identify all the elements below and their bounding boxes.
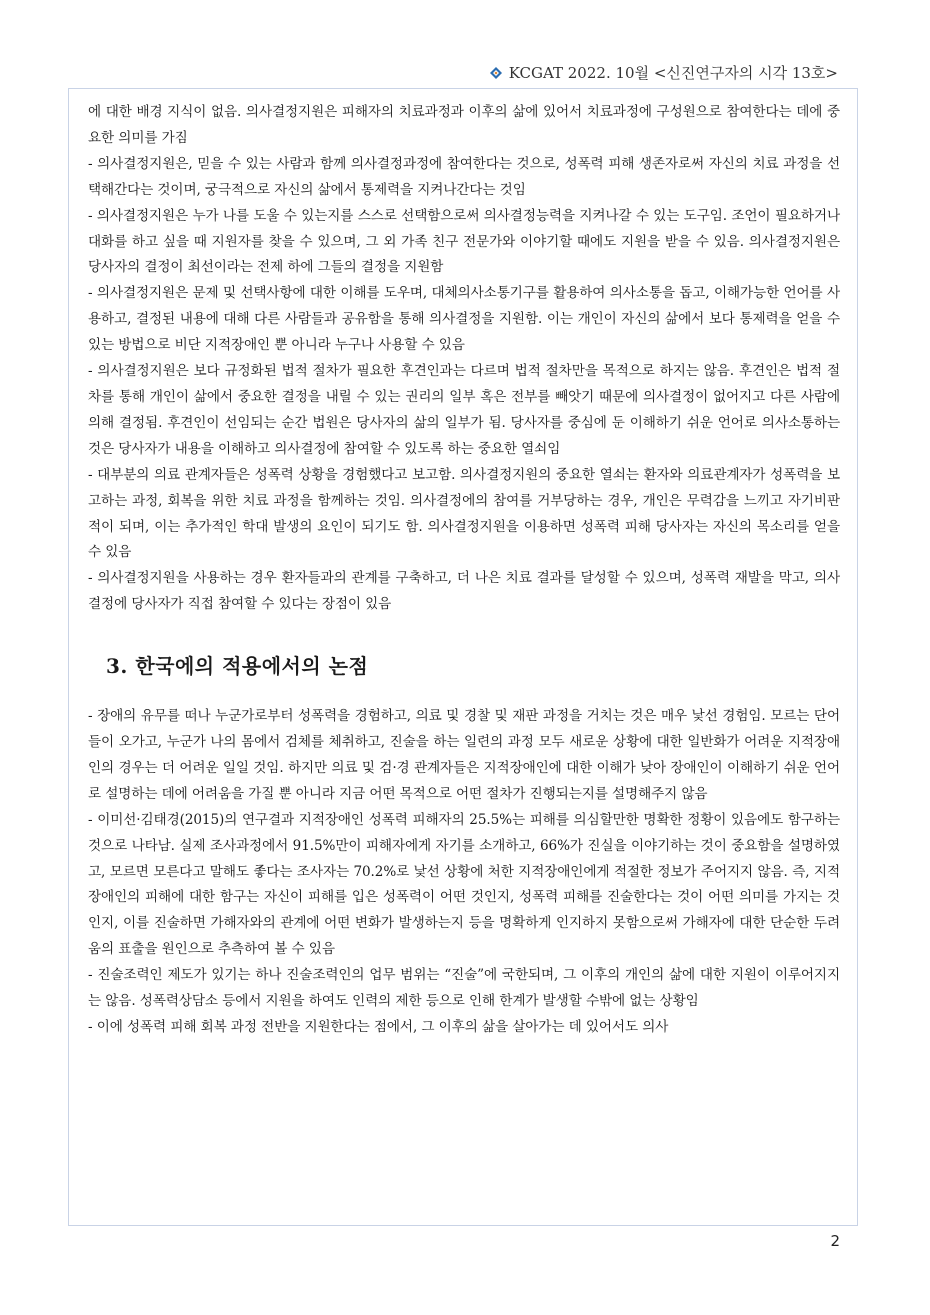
paragraph: - 의사결정지원은 보다 규정화된 법적 절차가 필요한 후견인과는 다르며 법적 절차만을 목적으로 하지는 않음. 후견인은 법적 절차를 통해 개인이 삶에서 중요한 결정을 내릴 수 있는 권리의 일부 혹은 전부를 빼앗기 때문에 의사결정이 없어지고 다른 사람에 의해 결정됨. 후견인이 선임되는 순간 법원은 당사자의 삶의 일부가 됨. 당사자를 중심에 둔 이해하기 쉬운 언어로 의사소통하는 것은 당사자가 내용을 이해하고 의사결정에 참여할 수 있도록 하는 중요한 열쇠임 [88,363,840,457]
paragraph: - 의사결정지원은 누가 나를 도울 수 있는지를 스스로 선택함으로써 의사결정능력을 지켜나갈 수 있는 도구임. 조언이 필요하거나 대화를 하고 싶을 때 지원자를 찾을 수 있으며, 그 외 가족 친구 전문가와 이야기할 때에도 지원을 받을 수 있음. 의사결정지원은 당사자의 결정이 최선이라는 전제 하에 그들의 결정을 지원함 [88,207,840,276]
paragraph: - 이에 성폭력 피해 회복 과정 전반을 지원한다는 점에서, 그 이후의 삶을 살아가는 데 있어서도 의사 [88,1019,669,1035]
paragraph: - 의사결정지원을 사용하는 경우 환자들과의 관계를 구축하고, 더 나은 치료 결과를 달성할 수 있으며, 성폭력 재발을 막고, 의사결정에 당사자가 직접 참여할 수 있다는 장점이 있음 [88,570,840,613]
document-body [88,100,840,1041]
paragraph: - 의사결정지원은 문제 및 선택사항에 대한 이해를 도우며, 대체의사소통기구를 활용하여 의사소통을 돕고, 이해가능한 언어를 사용하고, 결정된 내용에 대해 다른 사람들과 공유함을 통해 의사결정을 지원함. 이는 개인이 자신의 삶에서 보다 통제력을 얻을 수 있는 방법으로 비단 지적장애인 뿐 아니라 누구나 사용할 수 있음 [88,285,840,354]
paragraph: - 의사결정지원은, 믿을 수 있는 사람과 함께 의사결정과정에 참여한다는 것으로, 성폭력 피해 생존자로써 자신의 치료 과정을 선택해간다는 것이며, 궁극적으로 자신의 삶에서 통제력을 지켜나간다는 것임 [88,155,840,198]
paragraph: - 진술조력인 제도가 있기는 하나 진술조력인의 업무 범위는 “진술”에 국한되며, 그 이후의 개인의 삶에 대한 지원이 이루어지지는 않음. 성폭력상담소 등에서 지원을 하여도 인력의 제한 등으로 인해 한계가 발생할 수밖에 없는 상황임 [88,967,840,1010]
paragraph: 에 대한 배경 지식이 없음. 의사결정지원은 피해자의 치료과정과 이후의 삶에 있어서 치료과정에 구성원으로 참여한다는 데에 중요한 의미를 가짐 [88,104,840,146]
page-number: 2 [830,1232,840,1250]
kcgat-logo-icon [489,66,503,80]
paragraph: - 장애의 유무를 떠나 누군가로부터 성폭력을 경험하고, 의료 및 경찰 및 재판 과정을 거치는 것은 매우 낯선 경험임. 모르는 단어들이 오가고, 누군가 나의 몸에서 검체를 체취하고, 진술을 하는 일련의 과정 모두 새로운 상황에 대한 일반화가 어려운 지적장애인의 경우는 더 어려운 일일 것임. 하지만 의료 및 검·경 관계자들은 지적장애인에 대한 이해가 낮아 장애인이 이해하기 쉬운 언어로 설명하는 데에 어려움을 가질 뿐 아니라 지금 어떤 목적으로 어떤 절차가 진행되는지를 설명해주지 않음 [88,708,840,802]
section-title: 3. 한국에의 적용에서의 논점 [106,654,369,679]
paragraph: - 이미선·김태경(2015)의 연구결과 지적장애인 성폭력 피해자의 25.5%는 피해를 의심할만한 명확한 정황이 있음에도 함구하는 것으로 나타남. 실제 조사과정에서 91.5%만이 피해자에게 자기를 소개하고, 66%가 진실을 이야기하는 것이 중요함을 설명하였고, 모르면 모른다고 말해도 좋다는 조사자는 70.2%로 낯선 상황에 처한 지적장애인에게 적절한 정보가 주어지지 않음. 즉, 지적장애인의 피해에 대한 함구는 자신이 피해를 입은 성폭력이 어떤 것인지, 성폭력 피해를 진술한다는 것이 어떤 의미를 가지는 것인지, 이를 진술하면 가해자와의 관계에 어떤 변화가 발생하는지 등을 명확하게 인지하지 못함으로써 가해자에 대한 단순한 두려움의 표출을 원인으로 추측하여 볼 수 있음 [88,811,840,958]
paragraph: - 대부분의 의료 관계자들은 성폭력 상황을 경험했다고 보고함. 의사결정지원의 중요한 열쇠는 환자와 의료관계자가 성폭력을 보고하는 과정, 회복을 위한 치료 과정을 함께하는 것임. 의사결정에의 참여를 거부당하는 경우, 개인은 무력감을 느끼고 자기비판적이 되며, 이는 추가적인 학대 발생의 요인이 되기도 함. 의사결정지원을 이용하면 성폭력 피해 당사자는 자신의 목소리를 얻을 수 있음 [88,466,840,561]
header-text: KCGAT 2022. 10월 <신진연구자의 시각 13호> [508,64,838,82]
page-header [489,62,838,83]
